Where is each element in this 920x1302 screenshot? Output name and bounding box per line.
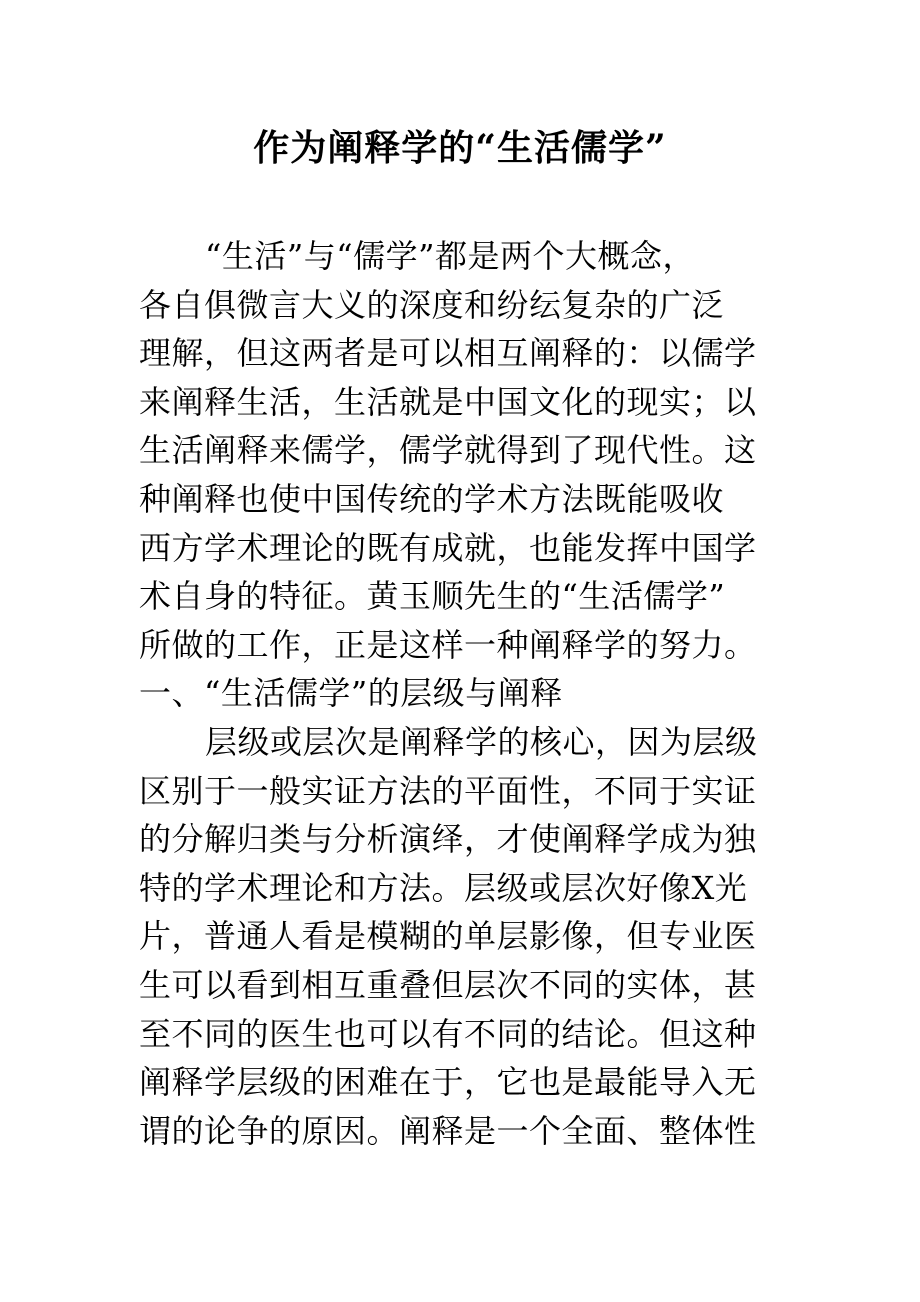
paragraph-line: 阐释学层级的困难在于，它也是最能导入无 [139,1063,757,1102]
paragraph-line: 理解，但这两者是可以相互阐释的：以儒学 [139,334,757,373]
paragraph-line: 层级或层次是阐释学的核心，因为层级 [205,722,758,761]
document-title: 作为阐释学的“生活儒学” [253,127,667,169]
section-heading: 一、“生活儒学”的层级与阐释 [139,674,563,713]
paragraph-line: 区别于一般实证方法的平面性，不同于实证 [139,771,757,810]
paragraph-line: 生可以看到相互重叠但层次不同的实体，甚 [139,965,757,1004]
paragraph-line: 片，普通人看是模糊的单层影像，但专业医 [139,917,757,956]
document-body [139,232,819,1155]
paragraph-line: 所做的工作，正是这样一种阐释学的努力。 [139,625,757,664]
paragraph-line: 术自身的特征。黄玉顺先生的“生活儒学” [139,577,726,616]
paragraph-line: 来阐释生活，生活就是中国文化的现实；以 [139,382,757,421]
paragraph-line: 种阐释也使中国传统的学术方法既能吸收 [139,479,725,518]
paragraph-line: 各自俱微言大义的深度和纷纭复杂的广泛 [139,285,725,324]
paragraph-line: 生活阐释来儒学，儒学就得到了现代性。这 [139,431,757,470]
paragraph-line: 至不同的医生也可以有不同的结论。但这种 [139,1014,757,1053]
paragraph-line: 西方学术理论的既有成就，也能发挥中国学 [139,528,757,567]
paragraph-line: 特的学术理论和方法。层级或层次好像X光 [139,868,748,907]
paragraph-line: 的分解归类与分析演绎，才使阐释学成为独 [139,820,757,859]
paragraph-line: 谓的论争的原因。阐释是一个全面、整体性 [139,1111,757,1150]
paragraph-line: “生活”与“儒学”都是两个大概念， [205,237,695,275]
